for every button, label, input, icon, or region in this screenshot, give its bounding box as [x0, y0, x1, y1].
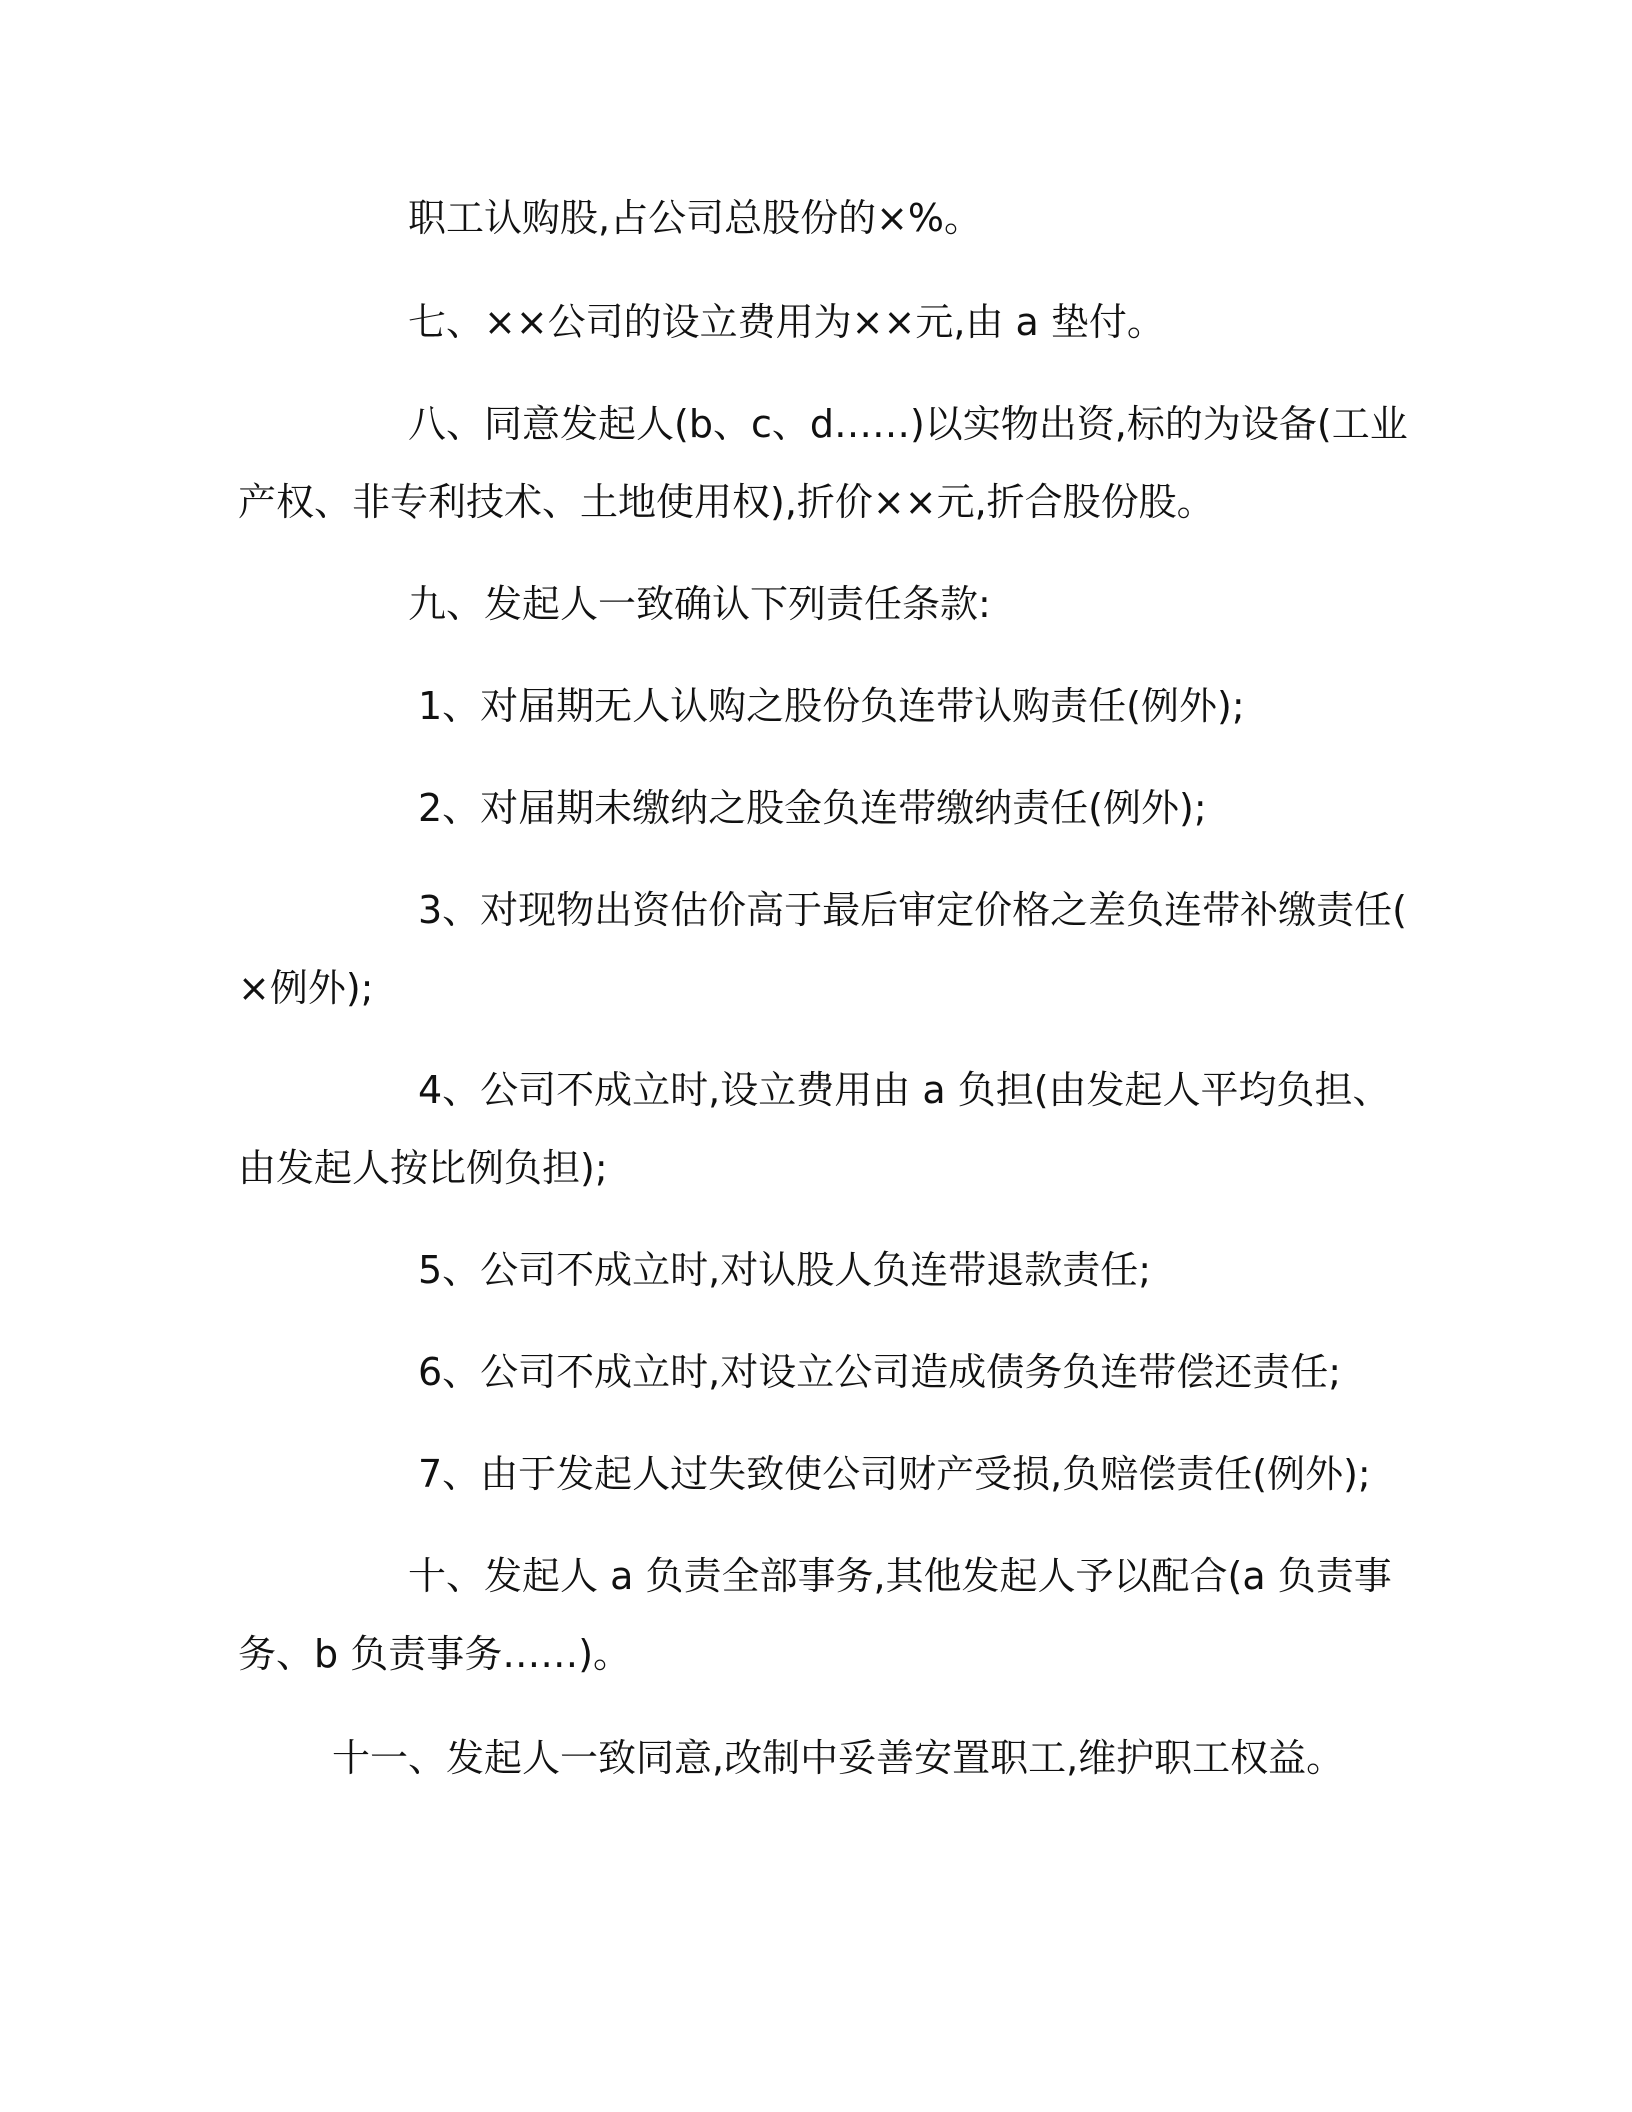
paragraph-line: 由发起人按比例负担);: [238, 1146, 608, 1190]
paragraph-line: 7、由于发起人过失致使公司财产受损,负赔偿责任(例外);: [418, 1452, 1371, 1496]
paragraph-line: 3、对现物出资估价高于最后审定价格之差负连带补缴责任(: [418, 888, 1408, 932]
paragraph-line: 职工认购股,占公司总股份的×%。: [408, 196, 983, 240]
paragraph-line: 七、××公司的设立费用为××元,由 a 垫付。: [408, 300, 1165, 344]
paragraph-line: 十、发起人 a 负责全部事务,其他发起人予以配合(a 负责事: [408, 1554, 1392, 1598]
paragraph-line: 十一、发起人一致同意,改制中妥善安置职工,维护职工权益。: [332, 1736, 1345, 1780]
paragraph-line: ×例外);: [238, 966, 374, 1010]
paragraph-line: 八、同意发起人(b、c、d……)以实物出资,标的为设备(工业: [408, 402, 1408, 446]
paragraph-line: 产权、非专利技术、土地使用权),折价××元,折合股份股。: [238, 480, 1215, 524]
paragraph-line: 4、公司不成立时,设立费用由 a 负担(由发起人平均负担、: [418, 1068, 1391, 1112]
paragraph-line: 务、b 负责事务……)。: [238, 1632, 632, 1676]
paragraph-line: 九、发起人一致确认下列责任条款:: [408, 582, 991, 626]
paragraph-line: 5、公司不成立时,对认股人负连带退款责任;: [418, 1248, 1152, 1292]
paragraph-line: 2、对届期未缴纳之股金负连带缴纳责任(例外);: [418, 786, 1207, 830]
paragraph-line: 6、公司不成立时,对设立公司造成债务负连带偿还责任;: [418, 1350, 1342, 1394]
paragraph-line: 1、对届期无人认购之股份负连带认购责任(例外);: [418, 684, 1245, 728]
